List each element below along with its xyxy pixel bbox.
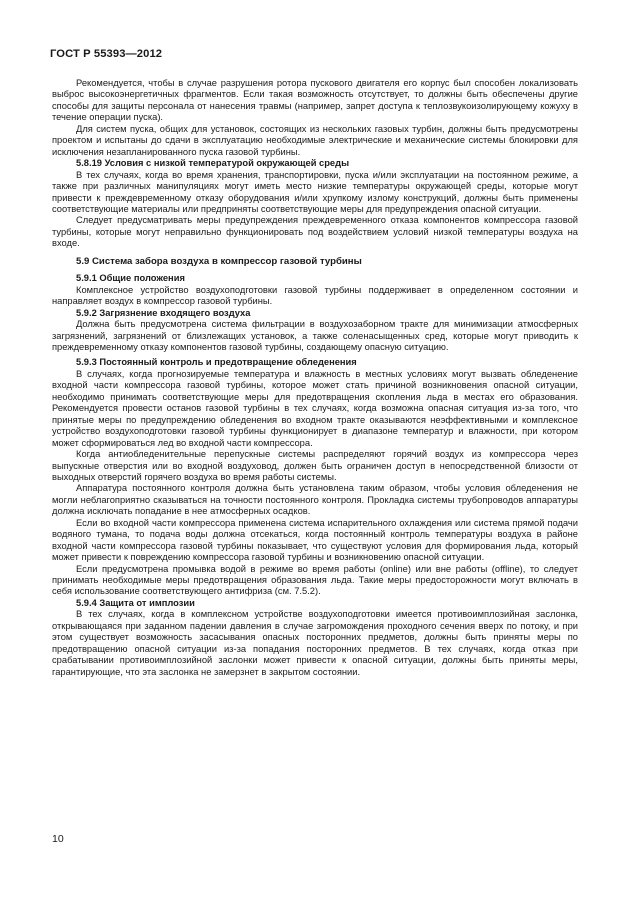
section-heading: 5.9.2 Загрязнение входящего воздуха (76, 307, 251, 318)
section-heading-main: 5.9 Система забора воздуха в компрессор газовой турбины (76, 255, 362, 267)
paragraph: Если во входной части компрессора применена система испарительного охлаждения или система прямой подачи водяного тумана, то подача воды должна отсекаться, когда постоянный контроль температуры воздуха в районе входной части компрессора газовой турбины показывает, что существуют условия для формирования льда, который может привести к повреждению компрессора газовой турбины и возникновению опасной ситуации. (52, 517, 578, 563)
paragraph: Рекомендуется, чтобы в случае разрушения ротора пускового двигателя его корпус был способен локализовать выброс высокоэнергетичных фрагментов. Если такая возможность отсутствует, то должны быть обеспечены другие способы для защиты персонала от нанесения травмы (например, запрет доступа к теплозвукоизолирующему кожуху в течение операции пуска). (52, 78, 578, 123)
document-body (52, 78, 578, 678)
paragraph: Должна быть предусмотрена система фильтрации в воздухозаборном тракте для минимизации атмосферных загрязнений, загрязнений от близлежащих установок, а также соленасыщенных сред, которые могут приводить к преждевременному отказу компонентов газовой турбины, создающему опасную ситуацию. (52, 319, 578, 352)
paragraph: Следует предусматривать меры предупреждения преждевременного отказа компонентов компрессора газовой турбины, которые могут неправильно функционировать под воздействием условий низкой температуры воздуха на входе. (52, 215, 578, 249)
paragraph: Для систем пуска, общих для установок, состоящих из нескольких газовых турбин, должны быть предусмотрены проектом и испытаны до сдачи в эксплуатацию необходимые электрические и механические системы блокировки для исключения незапланированного пуска газовой турбины. (52, 123, 578, 157)
paragraph: Если предусмотрена промывка водой в режиме во время работы (online) или вне работы (offline), то следует принимать необходимые меры предотвращения образования льда. Такие меры предосторожности могут включать в себя использование соответствующего антифриза (см. 7.5.2). (52, 563, 578, 597)
paragraph: Когда антиобледенительные перепускные системы распределяют горячий воздух из компрессора через выпускные отверстия или во входной воздуховод, должен быть ограничен доступ в непосредственной близости от выходных отверстий горячего воздуха во время работы системы. (52, 449, 578, 482)
section-heading: 5.9.3 Постоянный контроль и предотвращение обледенения (76, 357, 357, 368)
paragraph: В тех случаях, когда в комплексном устройстве воздухоподготовки имеется противоимплозийная заслонка, открывающаяся при заданном падении давления в случае загромождения проходного сечения вверх по потоку, и при этом существует возможность засасывания опасных посторонних предметов, должны быть приняты меры по предотвращению опасной ситуации из-за попадания посторонних предметов. В тех случаях, когда отказ при срабатывании противоимплозийной заслонки может привести к опасной ситуации, должны быть приняты меры, гарантирующие, что эта заслонка не замерзнет в закрытом состоянии. (52, 609, 578, 677)
section-heading: 5.8.19 Условия с низкой температурой окружающей среды (76, 158, 350, 169)
page-number: 10 (52, 833, 64, 845)
document-header: ГОСТ Р 55393—2012 (50, 48, 163, 60)
paragraph: В случаях, когда прогнозируемые температура и влажность в местных условиях могут вызвать обледенение входной части компрессора газовой турбины, которое может стать причиной возникновения опасной ситуации, необходимо принимать соответствующие меры для предотвращения скопления льда в местах его образования. Рекомендуется провести останов газовой турбины в тех случаях, когда возможна опасная ситуация из-за того, что принятые меры по предупреждению обледенения во входном тракте оказываются неэффективными и комплексное устройство воздухоподготовки газовой турбины функционирует в диапазоне температур и влажности, при котором может сформироваться лед во входной части компрессора. (52, 368, 578, 448)
section-heading: 5.9.1 Общие положения (76, 273, 185, 284)
section-heading: 5.9.4 Защита от имплозии (76, 597, 195, 608)
paragraph: В тех случаях, когда во время хранения, транспортировки, пуска и/или эксплуатации на постоянном режиме, а также при различных манипуляциях могут иметь место низкие температуры окружающей среды, которые могут привести к преждевременному отказу оборудования и/или хрупкому излому конструкций, должны быть применены соответствующие материалы или предприняты соответствующие меры для предупреждения опасной ситуации. (52, 169, 578, 214)
paragraph: Аппаратура постоянного контроля должна быть установлена таким образом, чтобы условия обледенения не могли неблагоприятно сказываться на точности постоянного контроля. Прокладка системы трубопроводов аппаратуры должна исключать попадание в нее атмосферных осадков. (52, 483, 578, 517)
paragraph: Комплексное устройство воздухоподготовки газовой турбины поддерживает в определенном состоянии и направляет воздух в компрессор газовой турбины. (52, 284, 578, 307)
